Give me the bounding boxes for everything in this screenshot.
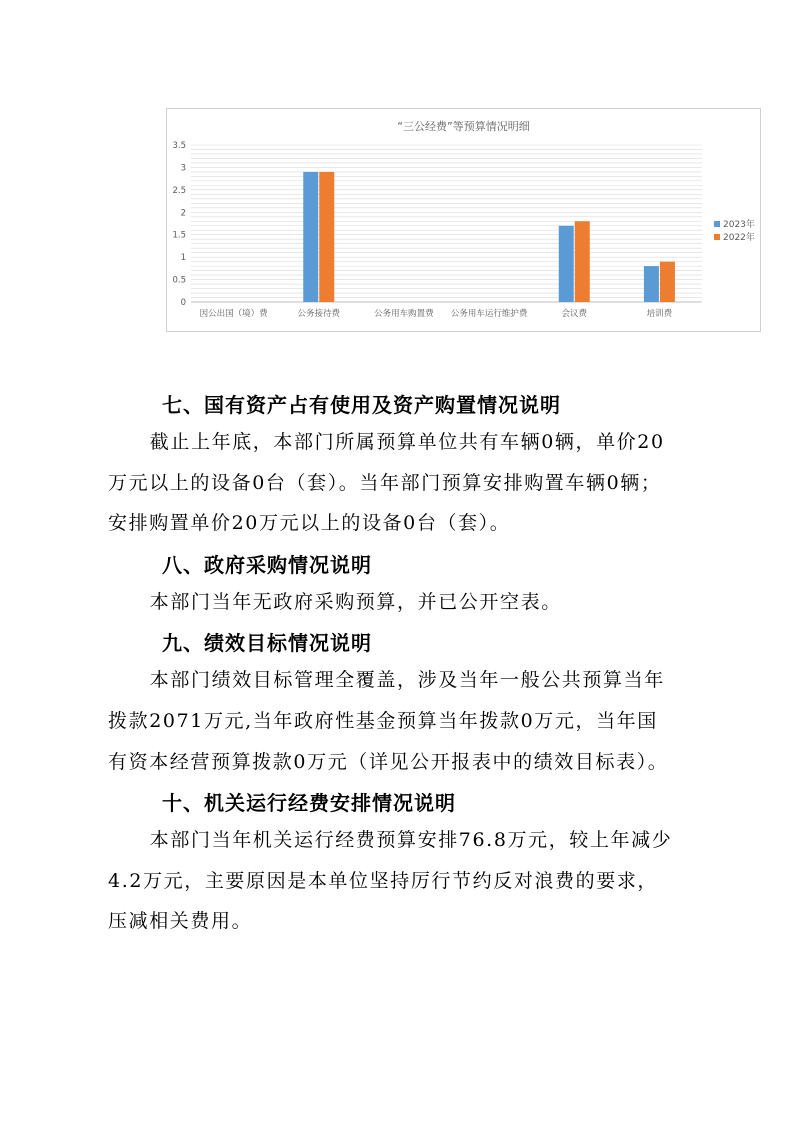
x-tick-label-4: 会议费 — [561, 309, 588, 319]
section-8-body: 本部门当年无政府采购预算，并已公开空表。 — [149, 590, 562, 613]
y-tick-label-7: 3.5 — [172, 141, 186, 151]
y-tick-label-6: 3 — [180, 163, 186, 174]
bar-1-4 — [575, 221, 590, 302]
x-tick-label-3: 公务用车运行维护费 — [450, 309, 528, 319]
y-tick-label-1: 0.5 — [172, 275, 186, 286]
chart-canvas — [167, 109, 762, 333]
y-tick-label-5: 2.5 — [172, 185, 186, 196]
section-7-body: 截止上年底，本部门所属预算单位共有车辆0辆，单价20万元以上的设备0台（套）。当年部门预算安排购置车辆0辆；安排购置单价20万元以上的设备0台（套）。 — [108, 431, 665, 535]
section-10-heading: 十、机关运行经费安排情况说明 — [162, 791, 456, 816]
budget-chart — [166, 108, 761, 332]
y-tick-label-3: 1.5 — [172, 230, 186, 241]
legend-label-2022: 2022年 — [723, 233, 755, 243]
bar-0-5 — [644, 266, 659, 302]
y-tick-label-0: 0 — [180, 298, 186, 308]
bar-0-4 — [559, 226, 574, 302]
section-9-body: 本部门绩效目标管理全覆盖，涉及当年一般公共预算当年拨款2071万元,当年政府性基金预算当年拨款0万元，当年国有资本经营预算拨款0万元（详见公开报表中的绩效目标表）。 — [108, 669, 669, 773]
x-tick-label-1: 公务接待费 — [297, 309, 341, 319]
section-8-heading: 八、政府采购情况说明 — [162, 552, 372, 577]
bar-1-1 — [319, 172, 334, 302]
x-tick-label-5: 培训费 — [646, 309, 673, 319]
y-tick-label-2: 1 — [180, 253, 186, 264]
section-10-body: 本部门当年机关运行经费预算安排76.8万元，较上年减少4.2万元，主要原因是本单位坚持厉行节约反对浪费的要求，压减相关费用。 — [108, 829, 673, 933]
document-body — [108, 388, 678, 946]
legend-swatch-2022 — [714, 234, 720, 240]
x-tick-label-0: 因公出国（境）费 — [199, 309, 268, 319]
section-7-heading: 七、国有资产占有使用及资产购置情况说明 — [162, 393, 561, 417]
legend-swatch-2023 — [714, 221, 720, 227]
x-tick-label-2: 公务用车购置费 — [374, 309, 434, 319]
y-tick-label-4: 2 — [180, 208, 186, 219]
bar-1-5 — [660, 262, 675, 302]
legend-label-2023: 2023年 — [723, 220, 755, 230]
section-9-heading: 九、绩效目标情况说明 — [162, 631, 372, 656]
chart-title: “三公经费”等预算情况明细 — [397, 120, 530, 133]
legend-item-2023 — [714, 217, 755, 230]
bar-0-1 — [303, 172, 318, 302]
chart-legend — [714, 217, 755, 243]
legend-item-2022 — [714, 230, 755, 243]
